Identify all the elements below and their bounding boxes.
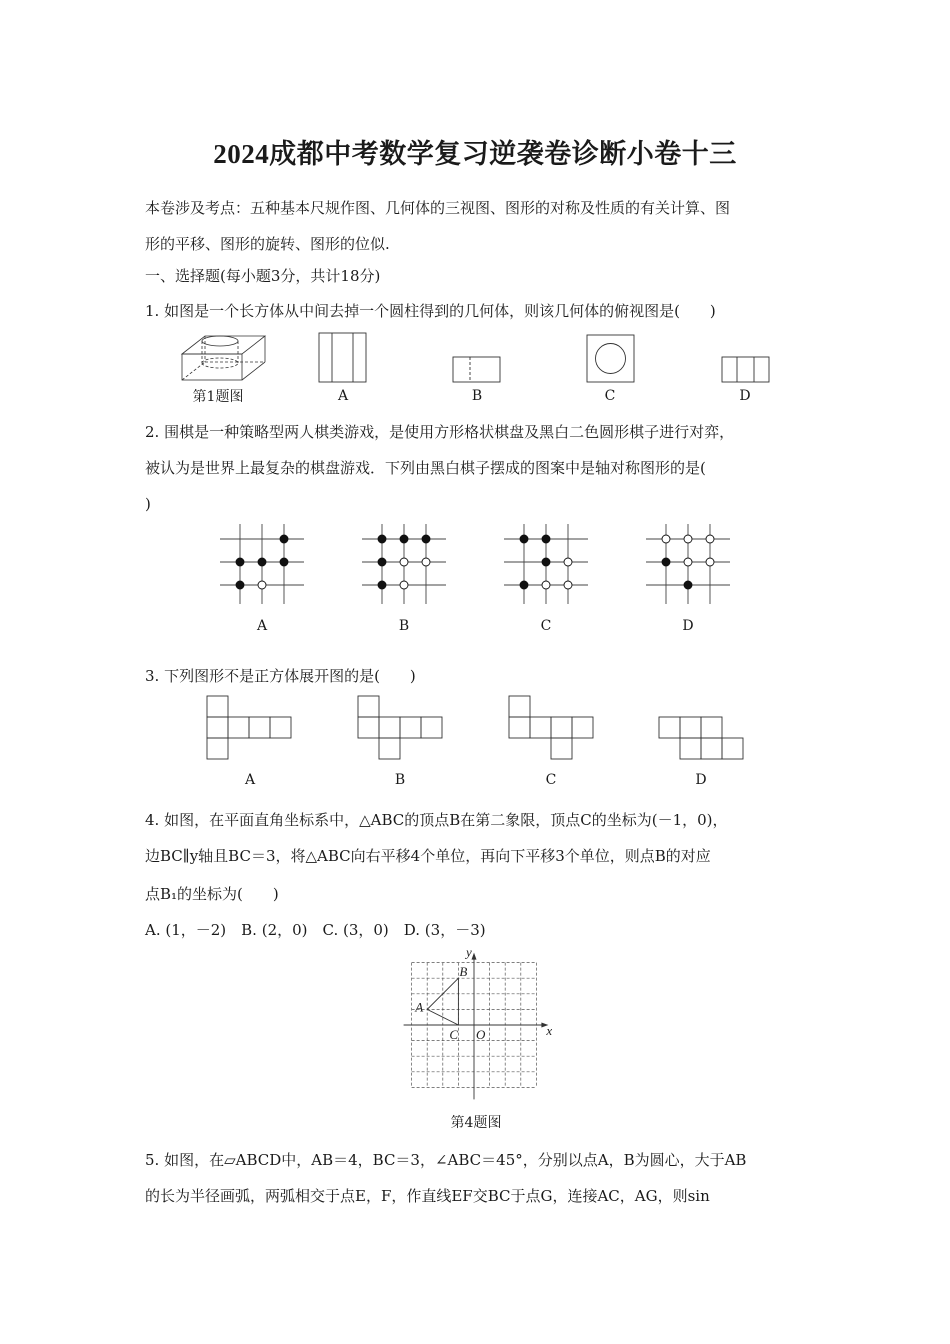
q1-option-c-label[interactable]: C [604, 388, 616, 404]
go-board-a [220, 524, 304, 604]
q2-option-d-label[interactable]: D [682, 618, 694, 634]
q3-option-b-net [358, 696, 448, 762]
black-stone-icon [662, 558, 670, 566]
white-stone-icon [400, 558, 408, 566]
black-stone-icon [258, 558, 266, 566]
q3-option-c-label[interactable]: C [545, 772, 557, 788]
intro-line-1: 本卷涉及考点：五种基本尺规作图、几何体的三视图、图形的对称及性质的有关计算、图 [145, 199, 731, 217]
white-stone-icon [684, 558, 692, 566]
question-2-line-2: 被认为是世界上最复杂的棋盘游戏．下列由黑白棋子摆成的图案中是轴对称图形的是( [145, 459, 706, 477]
q2-option-c-label[interactable]: C [540, 618, 552, 634]
white-stone-icon [400, 581, 408, 589]
question-2-line-3: ) [145, 495, 151, 513]
go-board-b [362, 524, 446, 604]
question-5-line-2: 的长为半径画弧，两弧相交于点E，F，作直线EF交BC于点G，连接AC，AG，则sin [145, 1187, 710, 1205]
q2-option-b-label[interactable]: B [398, 618, 410, 634]
white-stone-icon [542, 581, 550, 589]
black-stone-icon [542, 558, 550, 566]
q1-option-a-figure [318, 332, 368, 384]
white-stone-icon [706, 535, 714, 543]
q3-option-a-label[interactable]: A [244, 772, 256, 788]
svg-text:B: B [459, 964, 468, 980]
q4-figure-caption: 第4题图 [450, 1115, 502, 1131]
white-stone-icon [258, 581, 266, 589]
black-stone-icon [378, 535, 386, 543]
question-5-line-1: 5. 如图，在▱ABCD中，AB＝4，BC＝3，∠ABC＝45°，分别以点A，B为圆心，大于AB [145, 1151, 747, 1169]
white-stone-icon [564, 558, 572, 566]
go-board-d [646, 524, 730, 604]
black-stone-icon [520, 535, 528, 543]
question-1-text: 1. 如图是一个长方体从中间去掉一个圆柱得到的几何体，则该几何体的俯视图是( ) [145, 302, 716, 320]
question-4-line-2: 边BC∥y轴且BC＝3，将△ABC向右平移4个单位，再向下平移3个单位，则点B的对应 [145, 847, 711, 865]
question-4-line-3: 点B₁的坐标为( ) [145, 885, 279, 903]
q1-option-d-label[interactable]: D [739, 388, 751, 404]
question-4-line-1: 4. 如图，在平面直角坐标系中，△ABC的顶点B在第二象限，顶点C的坐标为(－1，0)， [145, 811, 728, 829]
q1-option-b-label[interactable]: B [471, 388, 483, 404]
q1-option-b-figure [452, 356, 502, 384]
white-stone-icon [422, 558, 430, 566]
q2-option-a-label[interactable]: A [256, 618, 268, 634]
white-stone-icon [684, 535, 692, 543]
black-stone-icon [280, 535, 288, 543]
q1-option-a-label[interactable]: A [337, 388, 349, 404]
question-3-text: 3. 下列图形不是正方体展开图的是( ) [145, 667, 416, 685]
black-stone-icon [236, 558, 244, 566]
svg-text:C: C [449, 1027, 459, 1042]
q1-option-c-figure [586, 334, 636, 384]
q3-option-c-net [509, 696, 599, 762]
black-stone-icon [236, 581, 244, 589]
q1-figure-solid [180, 336, 260, 384]
q1-figure-caption: 第1题图 [192, 389, 244, 405]
white-stone-icon [662, 535, 670, 543]
q3-option-d-label[interactable]: D [695, 772, 707, 788]
section-heading: 一、选择题(每小题3分，共计18分) [145, 267, 381, 285]
question-2-line-1: 2. 围棋是一种策略型两人棋类游戏，是使用方形格状棋盘及黑白二色圆形棋子进行对弈， [145, 423, 735, 441]
black-stone-icon [378, 581, 386, 589]
svg-text:x: x [546, 1023, 553, 1038]
svg-text:O: O [476, 1027, 486, 1042]
black-stone-icon [400, 535, 408, 543]
white-stone-icon [564, 581, 572, 589]
black-stone-icon [378, 558, 386, 566]
q4-coordinate-figure [395, 944, 555, 1098]
black-stone-icon [520, 581, 528, 589]
black-stone-icon [422, 535, 430, 543]
q3-option-b-label[interactable]: B [394, 772, 406, 788]
svg-text:A: A [415, 999, 424, 1015]
q3-option-d-net [659, 717, 749, 762]
go-board-c [504, 524, 588, 604]
intro-line-2: 形的平移、图形的旋转、图形的位似. [145, 235, 390, 253]
white-stone-icon [706, 558, 714, 566]
black-stone-icon [542, 535, 550, 543]
q1-option-d-figure [721, 356, 771, 384]
question-4-choices[interactable]: A. (1，－2) B. (2，0) C. (3，0) D. (3，－3) [145, 921, 486, 939]
black-stone-icon [280, 558, 288, 566]
q3-option-a-net [207, 696, 297, 762]
page-title: 2024成都中考数学复习逆袭卷诊断小卷十三 [213, 139, 737, 169]
black-stone-icon [684, 581, 692, 589]
svg-text:y: y [466, 944, 472, 960]
